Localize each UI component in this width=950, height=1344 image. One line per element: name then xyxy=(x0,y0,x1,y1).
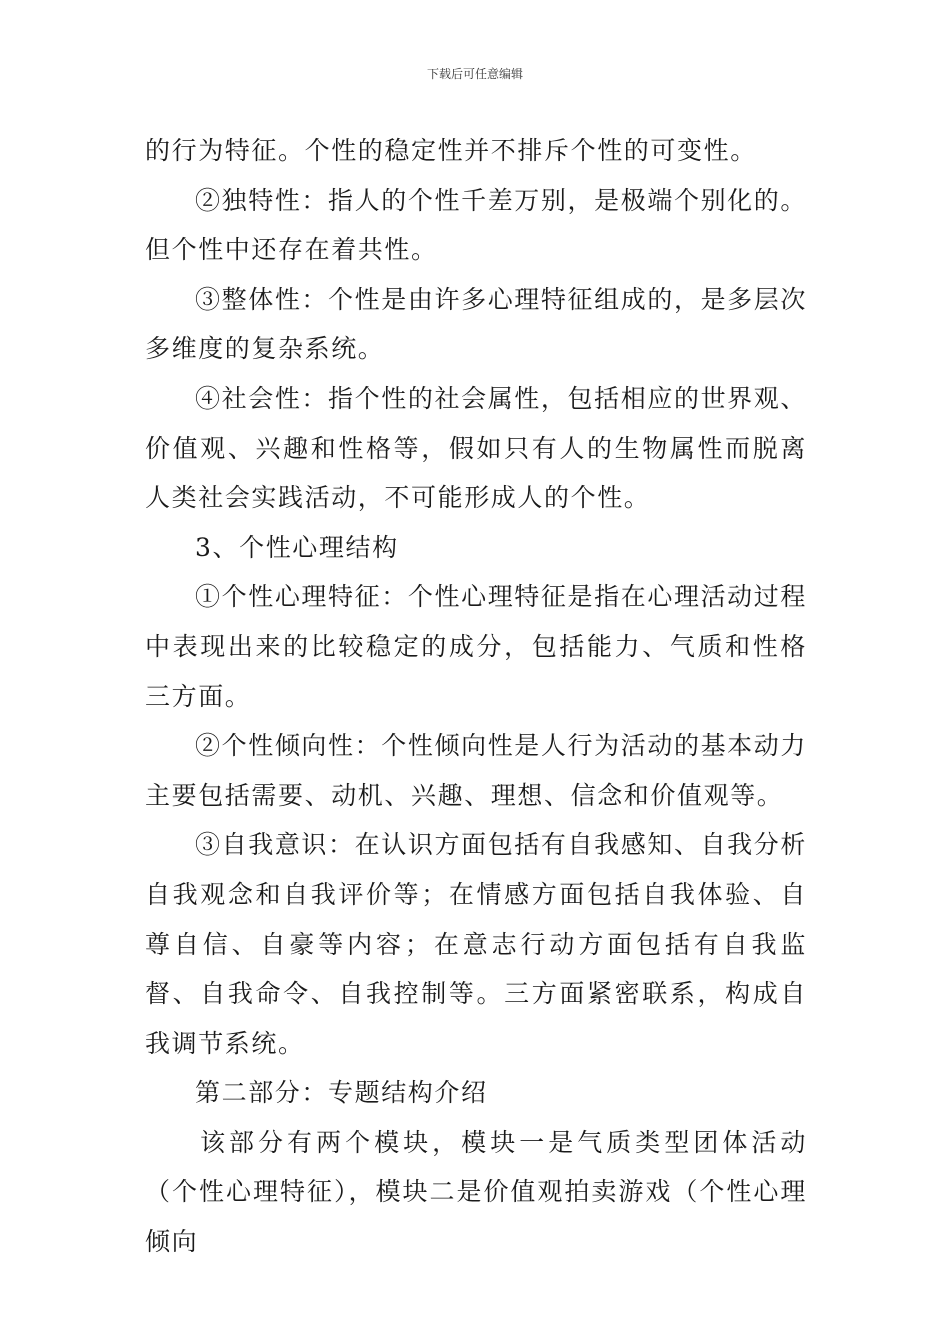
paragraph-1: 的行为特征。个性的稳定性并不排斥个性的可变性。 xyxy=(145,136,757,165)
page-header: 下载后可任意编辑 xyxy=(426,67,523,81)
paragraph-5: ①个性心理特征：个性心理特征是指在心理活动过程中表现出来的比较稳定的成分，包括能力、气质和性格三方面。 xyxy=(145,582,807,711)
paragraph-2: ②独特性：指人的个性千差万别，是极端个别化的。但个性中还存在着共性。 xyxy=(145,185,807,265)
paragraph-8: 该部分有两个模块，模块一是气质类型团体活动（个性心理特征），模块二是价值观拍卖游戏（个性心理倾向 xyxy=(145,1127,807,1257)
document-body xyxy=(145,126,807,1267)
paragraph-4: ④社会性：指个性的社会属性，包括相应的世界观、价值观、兴趣和性格等，假如只有人的生物属性而脱离人类社会实践活动，不可能形成人的个性。 xyxy=(145,383,807,513)
paragraph-3: ③整体性：个性是由许多心理特征组成的，是多层次多维度的复杂系统。 xyxy=(145,284,807,364)
section-heading-part-two: 第二部分：专题结构介绍 xyxy=(195,1078,488,1108)
paragraph-7: ③自我意识：在认识方面包括有自我感知、自我分析自我观念和自我评价等；在情感方面包括自我体验、自尊自信、自豪等内容；在意志行动方面包括有自我监督、自我命令、自我控制等。三方面紧密联系，构成自我调节系统。 xyxy=(145,830,807,1058)
section-heading-structure: 3、个性心理结构 xyxy=(195,532,399,562)
paragraph-6: ②个性倾向性：个性倾向性是人行为活动的基本动力主要包括需要、动机、兴趣、理想、信念和价值观等。 xyxy=(145,731,807,810)
